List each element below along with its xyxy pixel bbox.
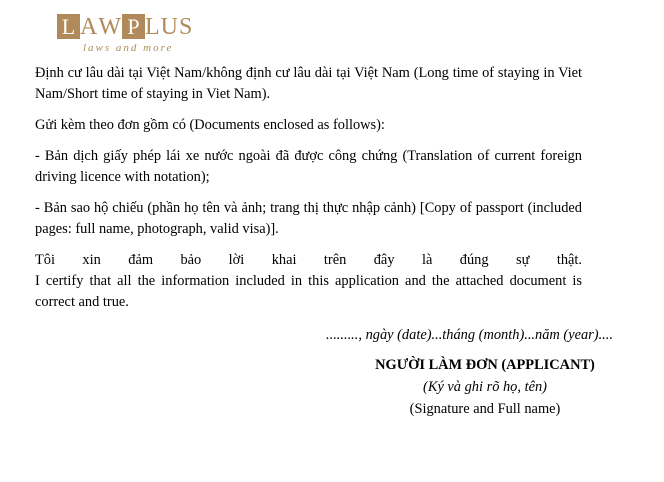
logo-letter: W — [98, 14, 122, 40]
certification-vietnamese: Tôi xin đảm bảo lời khai trên đây là đúng sự thật. — [35, 252, 582, 268]
lawplus-logo — [57, 14, 227, 56]
signature-full-name-label: (Signature and Full name) — [409, 401, 561, 417]
date-line: ........., ngày (date)...tháng (month)...năm (year).... — [326, 327, 613, 343]
logo-letter-box-l: L — [57, 14, 80, 39]
signature-note: (Ký và ghi rõ họ, tên) — [423, 379, 547, 395]
logo-letter-box-p: P — [122, 14, 145, 39]
residence-paragraph: Định cư lâu dài tại Việt Nam/không định cư lâu dài tại Việt Nam (Long time of staying in Viet Nam/Short time of staying in Viet Nam). — [35, 65, 582, 102]
logo-letter: A — [80, 14, 99, 40]
logo-wordmark — [57, 14, 193, 42]
document-item-driving-licence: - Bản dịch giấy phép lái xe nước ngoài đã được công chứng (Translation of current foreign driving licence with notation); — [35, 148, 582, 185]
document-body — [35, 63, 582, 323]
logo-letter: L — [145, 14, 161, 40]
certification-english: I certify that all the information included in this application and the attached document is correct and true. — [35, 273, 582, 310]
logo-letter: U — [160, 14, 180, 40]
logo-letter: S — [179, 14, 194, 40]
applicant-heading: NGƯỜI LÀM ĐƠN (APPLICANT) — [375, 357, 595, 373]
documents-enclosed-heading: Gửi kèm theo đơn gồm có (Documents enclosed as follows): — [35, 117, 385, 133]
logo-tagline: laws and more — [83, 42, 174, 54]
document-item-passport: - Bản sao hộ chiếu (phần họ tên và ảnh; trang thị thực nhập cảnh) [Copy of passport (included pages: full name, photograph, valid visa)]. — [35, 200, 582, 237]
